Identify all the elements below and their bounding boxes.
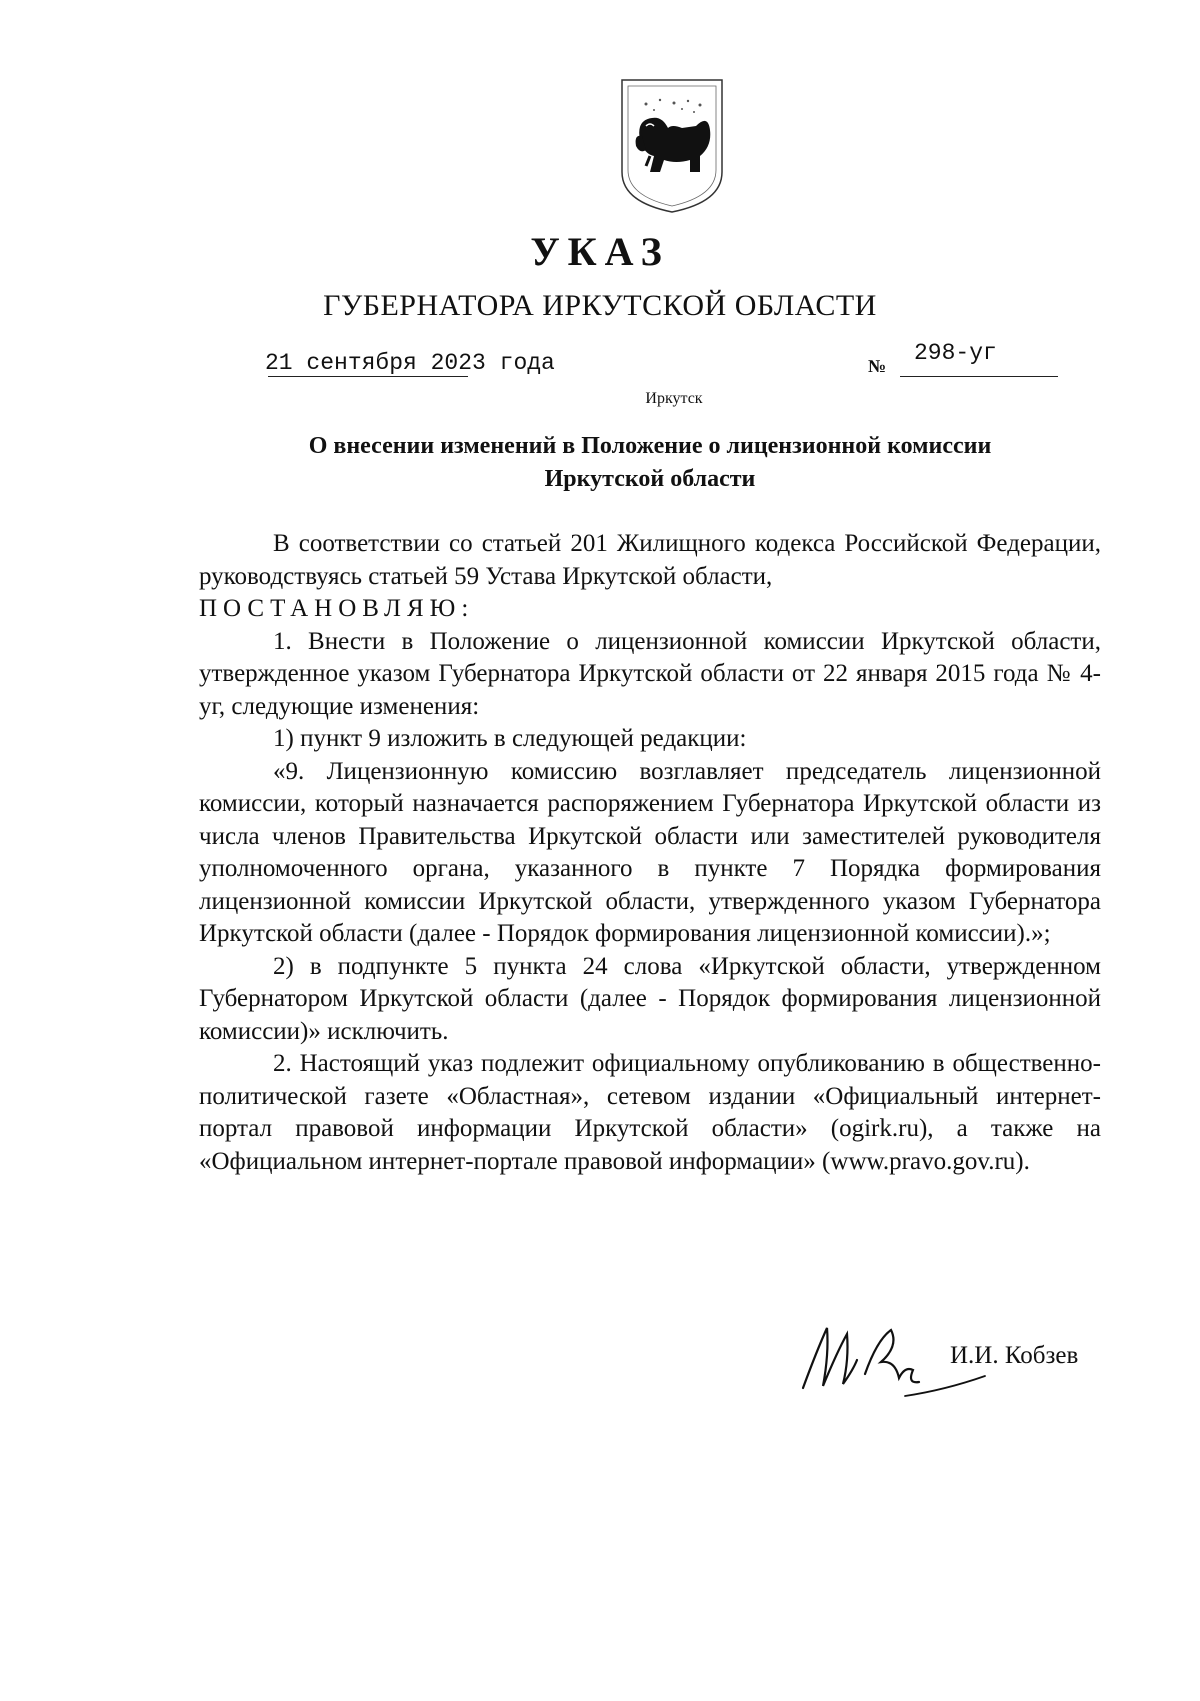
decree-number: 298-уг (914, 340, 997, 366)
decree-body (199, 528, 1101, 1178)
date-underline (268, 376, 468, 377)
clause-1-paragraph: 1. Внести в Положение о лицензионной комиссии Иркутской области, утвержденное указом Губернатора Иркутской области от 22 января 2015 года № 4-уг, следующие изменения: (199, 627, 1101, 720)
number-sign: № (868, 356, 887, 376)
clause-2-paragraph: 2. Настоящий указ подлежит официальному опубликованию в общественно-политической газете «Областная», сетевом издании «Официальный интернет-портал правовой информации Иркутской области» (ogirk.ru), а также на «Официальном интернет-портале правовой информации» (www.pravo.gov.ru). (199, 1050, 1101, 1175)
subclause-2-paragraph: 2) в подпункте 5 пункта 24 слова «Иркутской области, утвержденном Губернатором Иркутской области (далее - Порядок формирования лицензионной комиссии)» исключить. (199, 952, 1101, 1045)
number-underline (900, 376, 1058, 377)
heading-line-2: Иркутской области (544, 466, 756, 492)
heading-line-1: О внесении изменений в Положение о лицензионной комиссии (308, 433, 992, 459)
signer-name: И.И. Кобзев (950, 1342, 1079, 1369)
coat-of-arms-emblem (616, 76, 728, 214)
decree-heading (150, 430, 1150, 496)
new-point-9-paragraph: «9. Лицензионную комиссию возглавляет председатель лицензионной комиссии, который назначается распоряжением Губернатора Иркутской области из числа членов Правительства Иркутской области или заместителей руководителя уполномоченного органа, указанного в пункте 7 Порядка формирования лицензионной комиссии Иркутской области, утвержденного указом Губернатора Иркутской области (далее - Порядок формирования лицензионной комиссии).»; (199, 757, 1101, 947)
preamble-paragraph: В соответствии со статьей 201 Жилищного кодекса Российской Федерации, руководствуясь статьей 59 Устава Иркутской области, (199, 530, 1101, 590)
document-issuer: ГУБЕРНАТОРА ИРКУТСКОЙ ОБЛАСТИ (323, 289, 877, 322)
decree-word: ПОСТАНОВЛЯЮ: (199, 595, 475, 622)
subclause-1-paragraph: 1) пункт 9 изложить в следующей редакции: (273, 725, 747, 752)
document-title: УКАЗ (530, 229, 670, 274)
issue-city: Иркутск (645, 390, 703, 407)
decree-date: 21 сентября 2023 года (265, 350, 555, 376)
